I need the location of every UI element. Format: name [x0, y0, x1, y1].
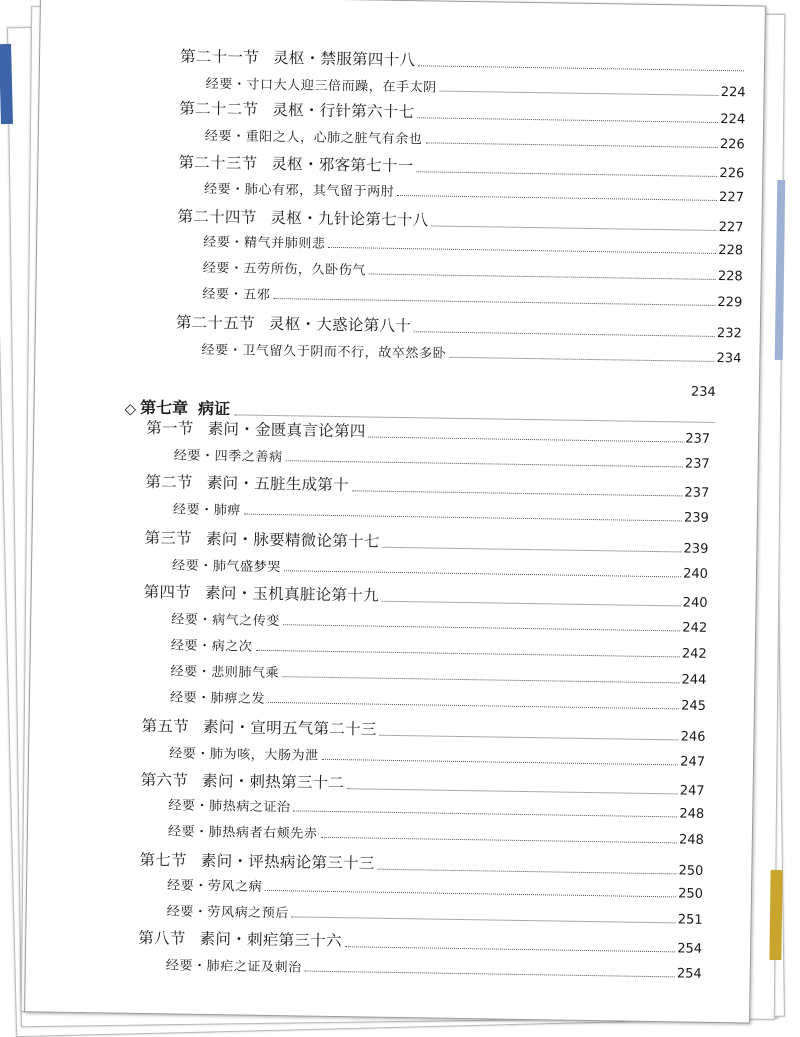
page-number: 246 [680, 728, 706, 745]
page-number: 224 [720, 85, 746, 101]
leader-dots [431, 224, 716, 230]
leader-dots [425, 141, 718, 148]
entry-title: 经要・五劳所伤，久卧伤气 [202, 260, 367, 279]
toc-section-row [178, 155, 744, 179]
toc-section-row [179, 99, 746, 127]
section-name: 素问・评热病论第三十三 [200, 851, 375, 873]
toc-entry-row [167, 905, 703, 926]
leader-dots [414, 330, 715, 337]
toc-entry-row [174, 449, 710, 470]
entry-title: 经要・肺气盛梦哭 [171, 558, 281, 576]
page-number: 254 [677, 940, 703, 957]
entry-title: 经要・肺痹之发 [169, 690, 266, 707]
section-number: 第八节 [138, 928, 186, 948]
page-number: 228 [718, 242, 744, 259]
entry-title: 经要・精气并肺则悲 [203, 234, 326, 252]
section-title [179, 99, 415, 122]
section-title [145, 475, 349, 494]
page-number: 242 [682, 620, 708, 636]
toc-entry-row [204, 183, 744, 204]
leader-dots [397, 194, 717, 201]
page-number: 247 [679, 782, 705, 799]
page-number: 226 [719, 136, 745, 153]
section-title [138, 928, 342, 951]
leader-dots [265, 889, 676, 897]
toc-section-row [177, 209, 743, 233]
toc-section-row [179, 47, 746, 74]
section-title [176, 315, 411, 334]
leader-dots [418, 64, 744, 71]
book-cover-edge [769, 870, 782, 960]
entry-title: 经要・病之次 [170, 638, 253, 655]
section-number: 第二十四节 [177, 207, 257, 227]
toc-entry-row [170, 665, 706, 686]
section-title [146, 421, 366, 440]
book-cover-edge [775, 180, 786, 360]
page-number: 228 [717, 268, 743, 285]
page-number: 248 [679, 806, 705, 822]
leader-dots [382, 599, 681, 606]
page-number: 227 [718, 219, 744, 235]
toc-entry-row [172, 559, 708, 580]
toc-entry-row [166, 959, 702, 980]
toc-entry-row [201, 344, 741, 365]
section-name: 素问・刺疟第三十六 [199, 929, 342, 951]
leader-dots [255, 649, 680, 658]
leader-dots [273, 297, 715, 306]
table-of-contents-page [24, 0, 766, 1024]
page-number: 237 [685, 430, 711, 447]
leader-dots [322, 758, 679, 766]
entry-title: 经要・肺疟之证及刺治 [165, 958, 302, 976]
section-name: 素问・刺热第三十二 [201, 771, 345, 793]
leader-dots [305, 970, 675, 978]
diamond-icon: ◇ [124, 399, 137, 418]
section-name: 灵枢・行针第六十七 [272, 100, 415, 122]
section-number: 第三节 [144, 529, 193, 548]
page-number: 240 [682, 594, 708, 611]
entry-title: 经要・病气之传变 [171, 612, 281, 630]
entry-title: 经要・寸口大人迎三倍而躁，在手太阴 [205, 76, 437, 96]
toc-entry-row [205, 130, 745, 151]
section-number: 第七节 [139, 850, 188, 870]
page-number: 239 [683, 510, 710, 526]
leader-dots [417, 170, 718, 177]
entry-title: 经要・肺为咳，大肠为泄 [169, 746, 319, 764]
toc-section-row [139, 850, 704, 879]
entry-title: 经要・肺痹 [172, 502, 242, 519]
toc-entry-row [170, 691, 706, 712]
entry-title: 经要・肺热病者右颊先赤 [167, 824, 318, 842]
section-title [141, 716, 377, 739]
page-number: 226 [719, 165, 745, 181]
book-cover-edge [0, 44, 13, 124]
entry-title: 经要・悲则肺气乘 [170, 664, 280, 682]
section-title [178, 155, 413, 174]
toc-section-row [140, 770, 705, 799]
leader-dots [380, 733, 679, 740]
toc-entry-row [203, 262, 743, 283]
toc-entry-row [173, 503, 709, 524]
entry-title: 经要・重阳之人，心肺之脏气有余也 [204, 128, 423, 148]
toc-entry-row [206, 78, 746, 99]
entry-title: 经要・卫气留久于阴而不行，故卒然多卧 [201, 342, 447, 362]
section-number: 第二十一节 [179, 47, 260, 67]
section-number: 第二十五节 [175, 313, 256, 333]
leader-dots [369, 435, 684, 442]
leader-dots [320, 836, 677, 844]
section-name: 灵枢・大惑论第八十 [268, 314, 412, 336]
leader-dots [352, 489, 683, 496]
section-title [144, 585, 379, 604]
toc-entry-row [171, 639, 707, 660]
section-name: 素问・脉要精微论第十七 [205, 529, 380, 551]
chapter-number: 第七章 [139, 397, 189, 418]
toc-entry-row [171, 613, 707, 634]
entry-title: 经要・四季之善病 [173, 448, 283, 466]
section-name: 灵枢・九针论第七十八 [270, 208, 429, 230]
page-number: 247 [680, 754, 706, 770]
section-title [179, 47, 416, 70]
toc-entry-row [203, 236, 743, 257]
entry-title: 经要・劳风之病 [166, 878, 263, 895]
section-name: 素问・金匮真言论第四 [207, 419, 366, 441]
leader-dots [383, 545, 682, 552]
page-number: 244 [681, 672, 707, 688]
section-title [177, 209, 428, 228]
leader-dots [268, 701, 679, 709]
toc-section-row [145, 475, 709, 499]
leader-dots [417, 116, 718, 123]
section-name: 灵枢・禁服第四十八 [272, 48, 416, 70]
toc-section-row [144, 531, 708, 555]
section-name: 素问・宣明五气第二十三 [202, 717, 377, 739]
toc-entry-row [202, 288, 742, 309]
section-title [139, 850, 375, 873]
section-title [144, 531, 379, 550]
section-name: 素问・玉机真脏论第十九 [204, 583, 380, 605]
entry-title: 经要・肺心有邪，其气留于两肘 [203, 181, 395, 200]
toc-section-row [138, 928, 703, 957]
toc-section-row [144, 585, 708, 609]
leader-dots [329, 246, 717, 254]
leader-dots [345, 945, 676, 952]
page-number: 234 [690, 384, 716, 400]
page-number: 237 [684, 456, 710, 472]
section-number: 第一节 [146, 419, 194, 438]
toc-entry-row [169, 747, 705, 768]
entry-title: 经要・劳风病之预后 [166, 904, 290, 922]
section-name: 素问・五脏生成第十 [206, 473, 350, 495]
toc-entry-row [167, 879, 703, 900]
page-number: 248 [678, 832, 704, 848]
section-number: 第五节 [141, 716, 190, 736]
page-number: 251 [677, 912, 703, 928]
leader-dots [347, 787, 678, 794]
section-number: 第二节 [145, 473, 193, 492]
page-number: 237 [684, 484, 710, 501]
toc-section-row [176, 315, 742, 339]
page-number: 254 [676, 966, 702, 982]
page-number: 250 [678, 862, 704, 879]
page-number: 240 [683, 566, 709, 582]
leader-dots [378, 867, 677, 874]
leader-dots [292, 915, 676, 923]
page-number: 234 [716, 350, 742, 367]
page-number: 232 [716, 325, 742, 341]
section-number: 第六节 [140, 770, 189, 790]
section-title [140, 770, 345, 793]
entry-title: 经要・肺热病之证治 [168, 798, 291, 816]
toc-entry-row [168, 825, 704, 846]
page-number: 224 [720, 111, 746, 127]
page-number: 250 [678, 886, 704, 902]
toc-section-row [141, 716, 706, 745]
section-name: 灵枢・邪客第七十一 [271, 154, 414, 176]
leader-dots [282, 675, 679, 683]
page-number: 239 [683, 540, 709, 557]
page-number: 245 [680, 698, 707, 714]
section-number: 第二十三节 [178, 153, 258, 173]
section-number: 第四节 [143, 583, 192, 602]
entry-title: 经要・五邪 [202, 286, 271, 303]
page-number: 227 [718, 189, 745, 206]
section-number: 第二十二节 [179, 99, 259, 119]
leader-dots [369, 272, 716, 279]
page-number: 229 [717, 294, 743, 311]
leader-dots [283, 623, 680, 631]
chapter-title: 病证 [197, 398, 231, 419]
leader-dots [440, 90, 719, 96]
leader-dots [244, 513, 682, 522]
leader-dots [286, 459, 683, 467]
leader-dots [294, 809, 678, 817]
leader-dots [284, 569, 681, 577]
toc-entry-row [168, 799, 704, 820]
page-number: 242 [681, 646, 707, 662]
leader-dots [449, 356, 714, 362]
